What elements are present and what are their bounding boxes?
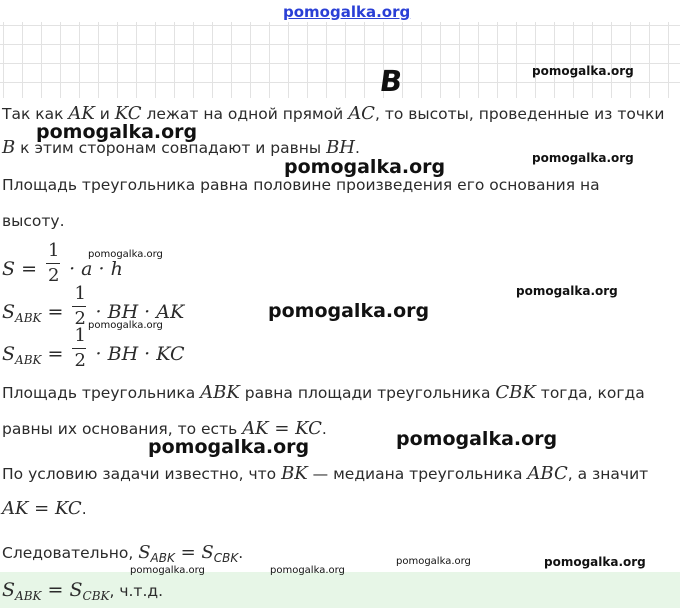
paragraph-line (2, 463, 648, 484)
fraction-numerator: 1 (74, 325, 86, 346)
watermark: pomogalka.org (532, 151, 634, 165)
text: . (238, 544, 244, 562)
formula-rhs: · BH · KC (89, 343, 185, 365)
watermark: pomogalka.org (284, 156, 446, 178)
text: Следовательно, (2, 544, 139, 562)
math-equality: AK = KC (242, 418, 322, 439)
fraction-denominator: 2 (48, 265, 60, 286)
fraction-half (72, 283, 86, 329)
formula-subscript: ABK (150, 551, 175, 565)
watermark: pomogalka.org (148, 436, 310, 458)
text: По условию задачи известно, что (2, 465, 282, 483)
conclusion-line (2, 579, 163, 603)
fraction-half (46, 240, 60, 286)
area-formula (2, 240, 123, 286)
fraction-denominator: 2 (74, 308, 86, 329)
formula-subscript: ABK (15, 311, 42, 325)
fraction-denominator: 2 (74, 350, 86, 371)
vertex-label-b: B (377, 64, 405, 98)
qed-text: , ч.т.д. (109, 582, 164, 600)
formula-eq: = (15, 258, 44, 280)
paragraph-line (2, 498, 87, 519)
formula-subscript: CBK (82, 589, 110, 603)
watermark: pomogalka.org (268, 300, 430, 322)
text: Так как (2, 105, 69, 123)
text: равны их основания, то есть (2, 420, 243, 438)
math-segment-ak: AK (68, 103, 95, 124)
fraction-numerator: 1 (48, 240, 60, 261)
formula-rhs: S (201, 542, 214, 563)
watermark: pomogalka.org (130, 565, 205, 576)
watermark: pomogalka.org (88, 249, 163, 260)
fraction-bar (72, 348, 86, 349)
paragraph-line: Площадь треугольника равна половине произведения его основания на (2, 176, 600, 194)
text: к этим сторонам совпадают и равны (15, 139, 327, 157)
formula-subscript: ABK (15, 589, 42, 603)
formula-eq: = (41, 579, 70, 601)
math-equality: AK = KC (2, 498, 82, 519)
math-segment-kc: KC (114, 103, 142, 124)
formula-lhs: S (2, 343, 16, 365)
math-triangle-abk: ABK (200, 382, 240, 403)
paragraph-line (2, 382, 645, 403)
fraction-numerator: 1 (74, 283, 86, 304)
math-triangle-abc: ABC (527, 463, 568, 484)
text: лежат на одной прямой (141, 105, 349, 123)
figure-grid (0, 22, 680, 98)
text: . (355, 139, 360, 157)
formula-subscript: CBK (213, 551, 239, 565)
formula-rhs: S (69, 579, 83, 601)
formula-rhs: · a · h (63, 258, 123, 280)
formula-lhs: S (2, 579, 16, 601)
math-triangle-cbk: CBK (495, 382, 536, 403)
watermark: pomogalka.org (396, 428, 558, 450)
text: , а значит (567, 465, 649, 483)
watermark: pomogalka.org (88, 320, 163, 331)
formula-subscript: ABK (15, 353, 42, 367)
watermark: pomogalka.org (516, 284, 618, 298)
fraction-half (72, 325, 86, 371)
watermark: pomogalka.org (270, 565, 345, 576)
watermark: pomogalka.org (396, 556, 471, 567)
math-line-ac: AC (348, 103, 375, 124)
fraction-bar (72, 306, 86, 307)
formula-lhs: S (138, 542, 151, 563)
text: и (94, 105, 115, 123)
formula-rhs: · BH · AK (89, 301, 185, 323)
watermark: pomogalka.org (532, 64, 634, 78)
site-watermark-link[interactable]: pomogalka.org (283, 3, 411, 21)
text: . (81, 500, 87, 518)
text: — медиана треугольника (307, 465, 528, 483)
text: равна площади треугольника (239, 384, 496, 402)
formula-lhs: S (2, 258, 16, 280)
text: , то высоты, проведенные из точки (374, 105, 665, 123)
watermark: pomogalka.org (36, 121, 198, 143)
text: Площадь треугольника (2, 384, 201, 402)
math-height-bh: BH (326, 137, 355, 158)
formula-eq: = (41, 343, 70, 365)
math-median-bk: BK (281, 463, 308, 484)
text: . (321, 420, 327, 438)
math-point-b: B (2, 137, 16, 158)
formula-lhs: S (2, 301, 16, 323)
paragraph-line: высоту. (2, 212, 65, 230)
watermark: pomogalka.org (544, 555, 646, 569)
formula-eq: = (41, 301, 70, 323)
paragraph-line (2, 542, 243, 565)
fraction-bar (46, 263, 60, 264)
text: тогда, когда (535, 384, 645, 402)
formula-eq: = (174, 542, 202, 563)
